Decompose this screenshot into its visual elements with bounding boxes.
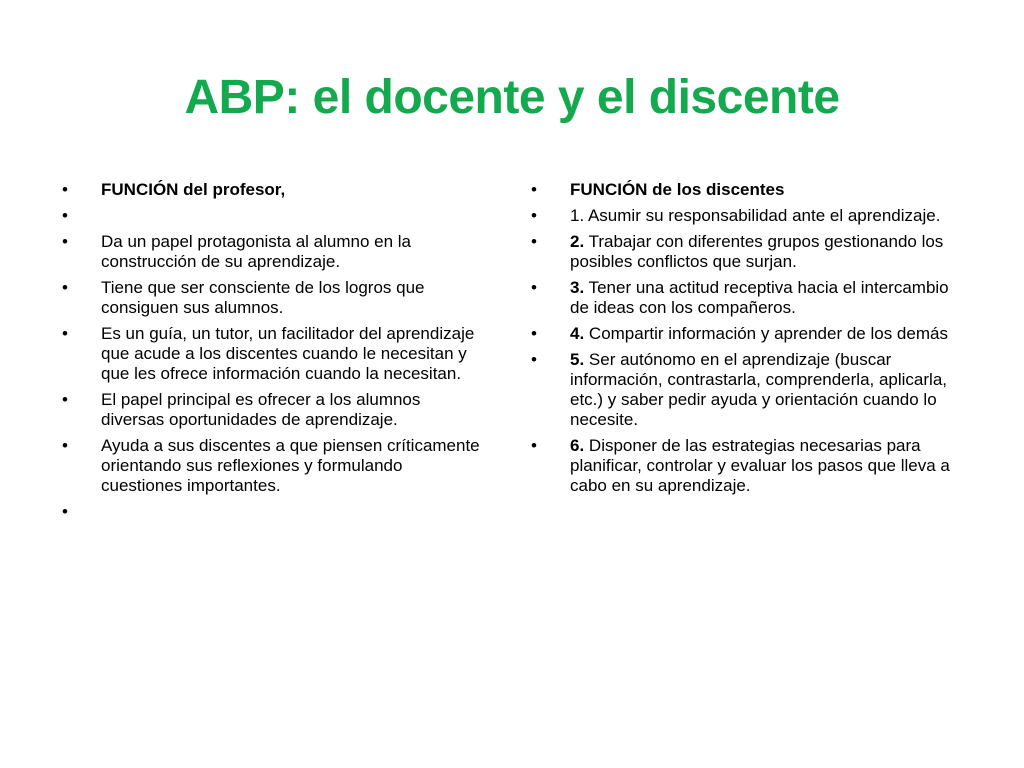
bullet-icon: • (62, 278, 68, 297)
right-bullet-item (531, 180, 971, 200)
left-bullet-item (62, 180, 482, 200)
left-bullet-item (62, 206, 482, 226)
left-column-list (62, 180, 482, 528)
bullet-icon: • (531, 232, 537, 251)
slide-title: ABP: el docente y el discente (184, 71, 840, 124)
left-bullet-item (62, 278, 482, 318)
bullet-text: Ser autónomo en el aprendizaje (buscar información, contrastarla, comprenderla, aplicarla, etc.) y saber pedir ayuda y orientación cuando lo necesite. (570, 350, 948, 429)
bullet-number: 5. (570, 350, 585, 369)
bullet-number: 6. (570, 436, 585, 455)
bullet-text: Da un papel protagonista al alumno en la construcción de su aprendizaje. (101, 232, 411, 271)
bullet-icon: • (62, 232, 68, 251)
bullet-icon: • (62, 436, 68, 455)
bullet-icon: • (531, 278, 537, 297)
left-bullet-item (62, 232, 482, 272)
right-column-list (531, 180, 971, 502)
left-bullet-item (62, 390, 482, 430)
right-bullet-item (531, 436, 971, 496)
right-bullet-item (531, 206, 971, 226)
bullet-icon: • (62, 180, 68, 199)
bullet-text: Trabajar con diferentes grupos gestionando los posibles conflictos que surjan. (570, 232, 944, 271)
bullet-number: 4. (570, 324, 585, 343)
bullet-icon: • (531, 324, 537, 343)
bullet-text: Tiene que ser consciente de los logros que consiguen sus alumnos. (101, 278, 425, 317)
bullet-icon: • (62, 206, 68, 225)
bullet-text: Compartir información y aprender de los demás (584, 324, 948, 343)
bullet-text: Disponer de las estrategias necesarias para planificar, controlar y evaluar los pasos que lleva a cabo en su aprendizaje. (570, 436, 950, 495)
bullet-text: Es un guía, un tutor, un facilitador del aprendizaje que acude a los discentes cuando le necesitan y que les ofrece información cuando la necesitan. (101, 324, 475, 383)
bullet-icon: • (62, 502, 68, 521)
bullet-icon: • (531, 206, 537, 225)
bullet-icon: • (531, 350, 537, 369)
bullet-text: Ayuda a sus discentes a que piensen críticamente orientando sus reflexiones y formulando cuestiones importantes. (101, 436, 480, 495)
bullet-text: FUNCIÓN de los discentes (570, 180, 785, 199)
bullet-text: El papel principal es ofrecer a los alumnos diversas oportunidades de aprendizaje. (101, 390, 421, 429)
bullet-number: 3. (570, 278, 585, 297)
bullet-text: 1. Asumir su responsabilidad ante el aprendizaje. (570, 206, 941, 225)
left-bullet-item (62, 324, 482, 384)
bullet-number: 2. (570, 232, 585, 251)
bullet-icon: • (62, 390, 68, 409)
right-bullet-item (531, 278, 971, 318)
bullet-icon: • (531, 180, 537, 199)
right-bullet-item (531, 350, 971, 430)
right-bullet-item (531, 324, 971, 344)
bullet-text: Tener una actitud receptiva hacia el intercambio de ideas con los compañeros. (570, 278, 949, 317)
left-bullet-item (62, 436, 482, 496)
bullet-icon: • (62, 324, 68, 343)
right-bullet-item (531, 232, 971, 272)
bullet-icon: • (531, 436, 537, 455)
bullet-text: FUNCIÓN del profesor, (101, 180, 286, 199)
left-bullet-item (62, 502, 482, 522)
